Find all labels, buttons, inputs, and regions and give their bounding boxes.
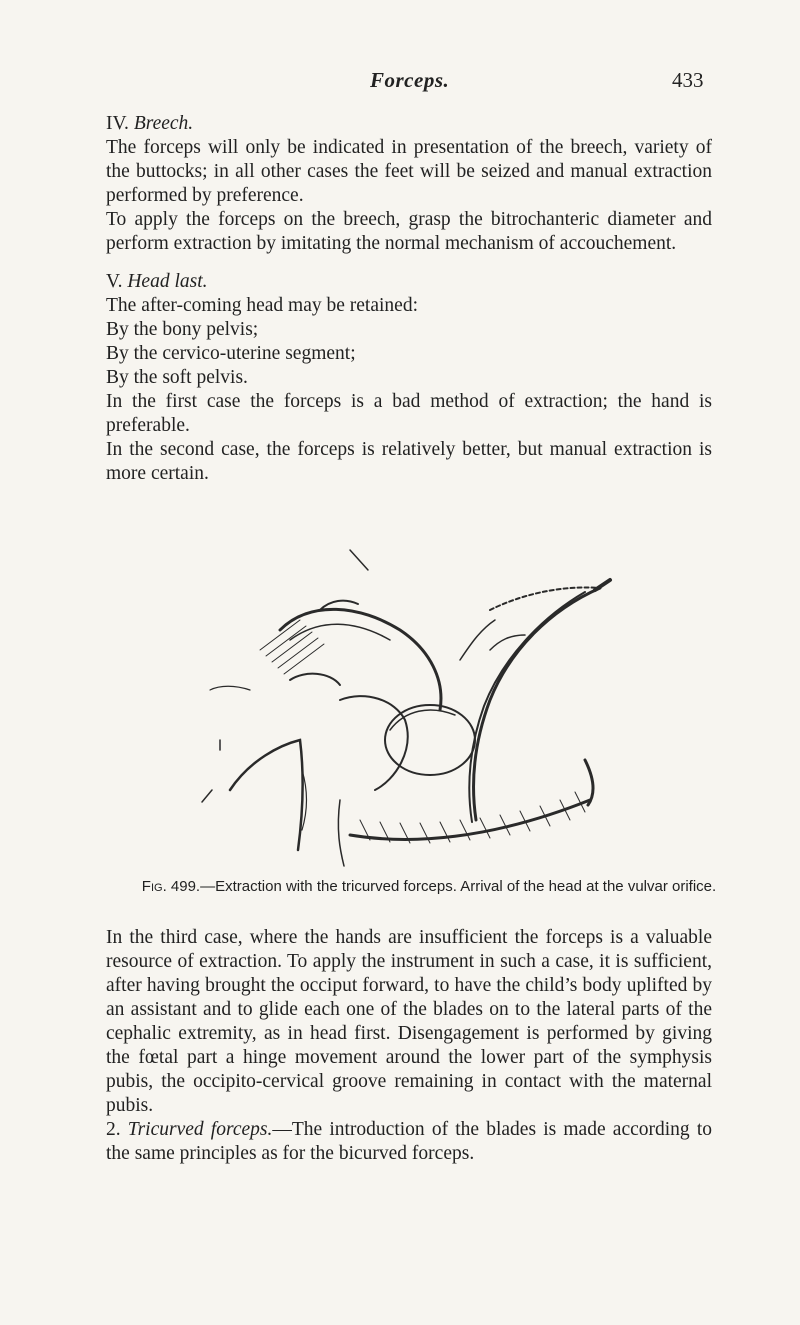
figure-caption bbox=[106, 878, 752, 895]
list-line: By the cervico-uterine segment; bbox=[106, 343, 356, 364]
list-line: By the soft pelvis. bbox=[106, 367, 248, 388]
forceps-extraction-engraving bbox=[190, 540, 630, 870]
paragraph: To apply the forceps on the breech, grasp the bitrochanteric diameter and perform extraction by imitating the normal mechanism of accouchement. bbox=[106, 209, 712, 254]
running-header bbox=[0, 68, 800, 98]
section-heading-v: V. Head last. bbox=[106, 271, 208, 292]
page-number: 433 bbox=[672, 68, 704, 92]
list-line: By the bony pelvis; bbox=[106, 319, 259, 340]
paragraph: The forceps will only be indicated in presentation of the breech, variety of the buttocks; in all other cases the feet will be seized and manual extraction performed by preference. bbox=[106, 137, 712, 206]
section-heading-iv: IV. Breech. bbox=[106, 113, 194, 134]
paragraph: In the second case, the forceps is relatively better, but manual extraction is more certain. bbox=[106, 439, 712, 484]
text-block-bottom bbox=[106, 926, 712, 1166]
text-block-top bbox=[106, 112, 712, 486]
paragraph: In the first case the forceps is a bad method of extraction; the hand is preferable. bbox=[106, 391, 712, 436]
figure-illustration bbox=[190, 540, 630, 870]
figure-label: Fig. 499. bbox=[141, 878, 201, 895]
running-title: Forceps. bbox=[370, 68, 450, 92]
figure-caption-text: —Extraction with the tricurved forceps. Arrival of the head at the vulvar orifice. bbox=[200, 878, 717, 895]
numbered-item: 2. Tricurved forceps.—The introduction of the blades is made according to the same principles as for the bicurved forceps. bbox=[106, 1119, 712, 1164]
list-line: The after-coming head may be retained: bbox=[106, 295, 418, 316]
paragraph: In the third case, where the hands are insufficient the forceps is a valuable resource of extraction. To apply the instrument in such a case, it is sufficient, after having brought the occiput forward, to have the child’s body uplifted by an assistant and to glide each one of the blades on to the lateral parts of the cephalic extremity, as in head first. Disengagement is performed by giving the fœtal part a hinge movement around the lower part of the symphysis pubis, the occipito-cervical groove remaining in contact with the maternal pubis. bbox=[106, 927, 712, 1116]
